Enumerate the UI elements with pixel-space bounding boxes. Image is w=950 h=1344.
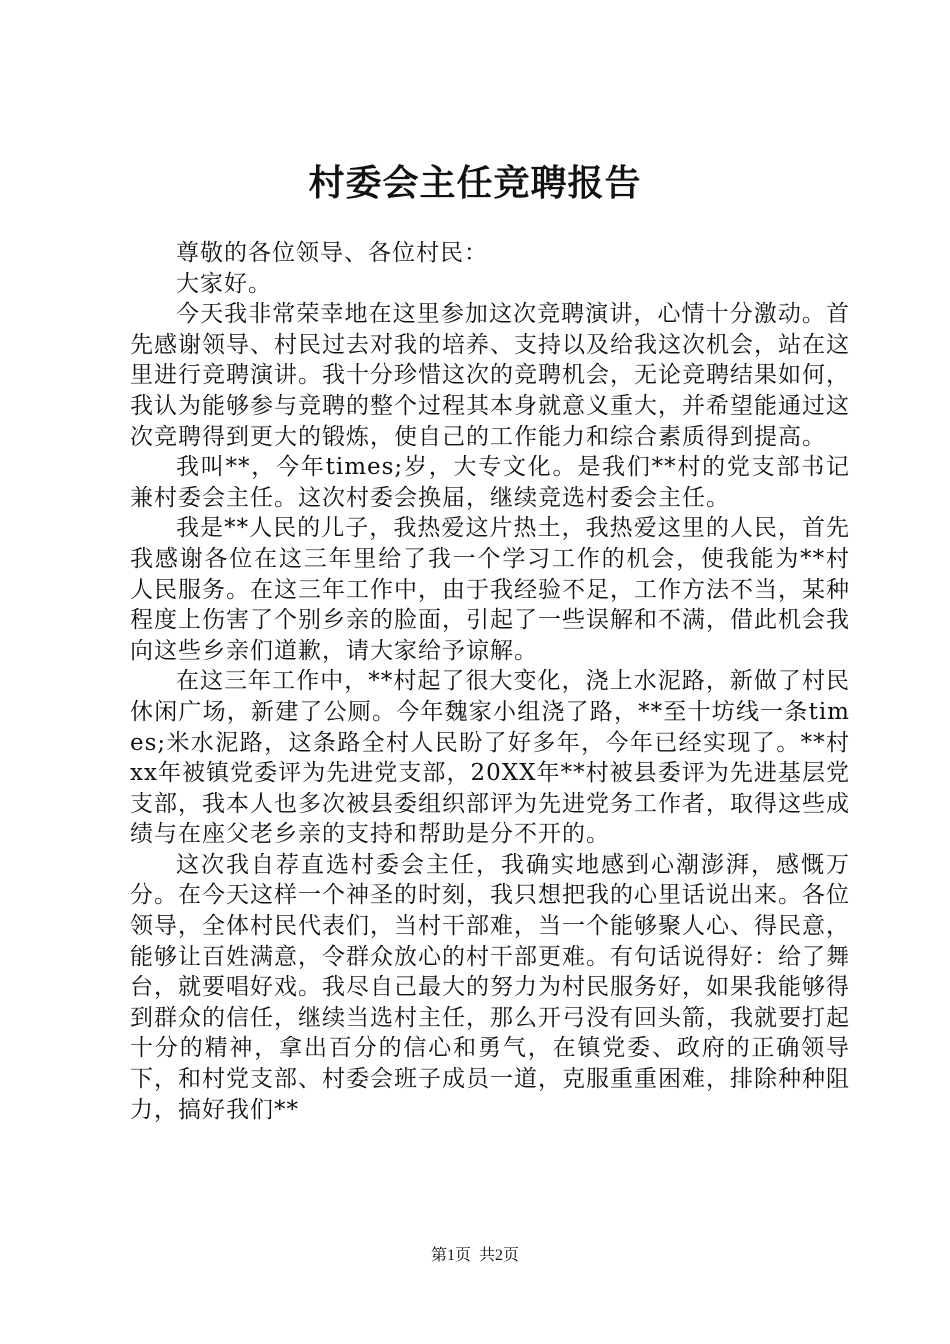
page-footer xyxy=(0,1245,950,1267)
greeting: 大家好。 xyxy=(176,270,272,297)
body-paragraph: 今天我非常荣幸地在这里参加这次竞聘演讲，心情十分激动。首先感谢领导、村民过去对我的培养、支持以及给我这次机会，站在这里进行竞聘演讲。我十分珍惜这次的竞聘机会，无论竞聘结果如何，我认为能够参与竞聘的整个过程其本身就意义重大，并希望能通过这次竞聘得到更大的锻炼，使自己的工作能力和综合素质得到提高。 xyxy=(130,301,850,450)
body-paragraph: 这次我自荐直选村委会主任，我确实地感到心潮澎湃，感慨万分。在今天这样一个神圣的时刻，我只想把我的心里话说出来。各位领导，全体村民代表们，当村干部难，当一个能够聚人心、得民意，能够让百姓满意，令群众放心的村干部更难。有句话说得好：给了舞台，就要唱好戏。我尽自己最大的努力为村民服务好，如果我能够得到群众的信任，继续当选村主任，那么开弓没有回头箭，我就要打起十分的精神，拿出百分的信心和勇气，在镇党委、政府的正确领导下，和村党支部、村委会班子成员一道，克服重重困难，排除种种阻力，搞好我们** xyxy=(130,851,850,1123)
document-body xyxy=(130,238,850,1125)
page-total: 共2页 xyxy=(479,1247,520,1264)
document-title: 村委会主任竞聘报告 xyxy=(308,162,642,204)
body-paragraph: 在这三年工作中，**村起了很大变化，浇上水泥路，新做了村民休闲广场，新建了公厕。今年魏家小组浇了路，**至十坊线一条times;米水泥路，这条路全村人民盼了好多年，今年已经实现了。**村xx年被镇党委评为先进党支部，20XX年**村被县委评为先进基层党支部，我本人也多次被县委组织部评为先进党务工作者，取得这些成绩与在座父老乡亲的支持和帮助是分不开的。 xyxy=(130,668,850,848)
page-number: 第1页 xyxy=(430,1247,471,1264)
body-paragraph: 我是**人民的儿子，我热爱这片热土，我热爱这里的人民，首先我感谢各位在这三年里给了我一个学习工作的机会，使我能为**村人民服务。在这三年工作中，由于我经验不足，工作方法不当，某种程度上伤害了个别乡亲的脸面，引起了一些误解和不满，借此机会我向这些乡亲们道歉，请大家给予谅解。 xyxy=(130,515,850,664)
body-paragraph: 我叫**，今年times;岁，大专文化。是我们**村的党支部书记兼村委会主任。这次村委会换届，继续竞选村委会主任。 xyxy=(130,454,850,511)
salutation: 尊敬的各位领导、各位村民： xyxy=(176,240,488,266)
